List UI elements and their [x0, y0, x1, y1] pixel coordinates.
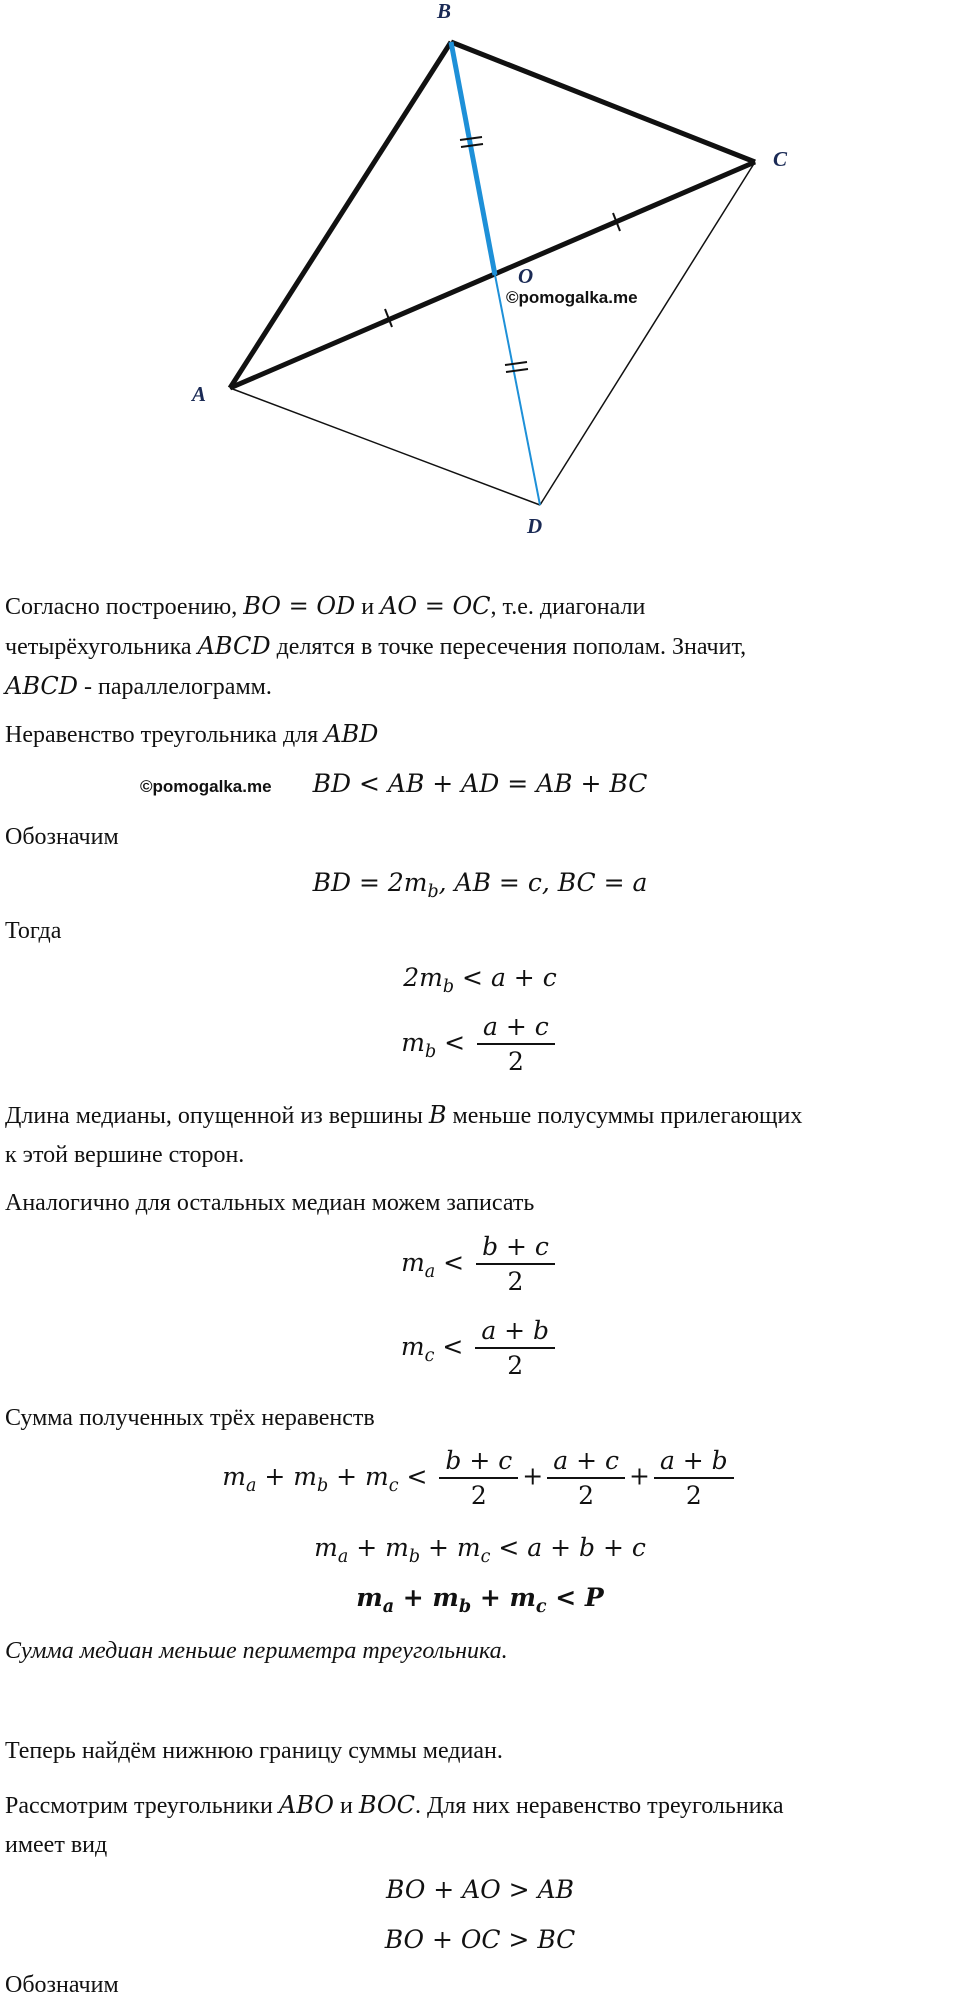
equation-text: $2m_b < a + c$	[403, 963, 557, 997]
text-run: к этой вершине сторон.	[5, 1142, 245, 1168]
vertex-label-d: D	[527, 514, 543, 538]
paragraph-consider-triangles	[5, 1786, 955, 1865]
text-run: четырёхугольника	[5, 634, 198, 660]
math-run: AO = OC	[380, 592, 491, 620]
paragraph-then	[5, 912, 955, 951]
fraction	[439, 1446, 518, 1510]
median-bo	[451, 42, 495, 275]
vertex-label-a: A	[192, 382, 207, 406]
fraction	[654, 1446, 734, 1510]
text-run: Рассмотрим треугольники	[5, 1793, 279, 1819]
fraction-numerator: b + c	[476, 1232, 555, 1265]
equation-mc	[0, 1316, 960, 1380]
side-ad	[230, 388, 540, 505]
equation-sum-fractions: $m_a + m_b + m_c$ < $\frac{b + c}{2}$ + $\frac{a + c}{2}$ + $\frac{a + b}{2}$	[0, 1446, 960, 1510]
text-run: Теперь найдём нижнюю границу суммы медиан.	[5, 1738, 503, 1764]
fraction-denominator: 2	[470, 1481, 487, 1510]
text-run: Обозначим	[5, 1972, 119, 1998]
fraction-numerator: a + b	[654, 1446, 734, 1479]
math-run: B	[428, 1101, 447, 1129]
paragraph-triangle-inequality	[5, 715, 955, 755]
tick-od-1	[505, 362, 527, 365]
tick-od-2	[506, 369, 528, 372]
text-run: Согласно построению,	[5, 594, 244, 620]
fraction-denominator: 2	[578, 1481, 595, 1510]
text-run: делятся в точке пересечения пополам. Значит,	[270, 634, 747, 660]
fraction	[477, 1012, 555, 1076]
fraction-denominator: 2	[507, 1267, 524, 1296]
text-run: и	[355, 594, 381, 620]
equation-bd-bound	[0, 769, 960, 798]
fraction	[475, 1316, 555, 1380]
text-run: , т.е. диагонали	[490, 594, 646, 620]
fraction-denominator: 2	[685, 1481, 702, 1510]
math-run: BO = OD	[243, 592, 356, 620]
paragraph-notation-2	[5, 1966, 955, 2005]
fraction-denominator: 2	[507, 1351, 524, 1380]
math-run: ABD	[324, 720, 379, 748]
equation-text: BO + AO > AB	[386, 1875, 574, 1904]
watermark-2: ©pomogalka.me	[140, 777, 272, 796]
paragraph-lower-bound	[5, 1732, 955, 1771]
equation-lhs: $m_a + m_b + m_c$ <	[222, 1461, 428, 1496]
fraction-denominator: 2	[507, 1047, 524, 1076]
side-ab	[230, 42, 451, 388]
equation-lhs: $m_c$ <	[400, 1331, 464, 1366]
math-run: ABCD	[5, 672, 79, 700]
math-run: BOC	[358, 1791, 415, 1819]
math-run: ABCD	[197, 632, 271, 660]
text-run: меньше полусуммы прилегающих	[446, 1103, 803, 1129]
text-run: Длина медианы, опущенной из вершины	[5, 1103, 429, 1129]
fraction-numerator: a + c	[477, 1012, 555, 1045]
paragraph-notation	[5, 818, 955, 857]
equation-text: $m_a + m_b + m_c < a + b + c$	[314, 1533, 646, 1567]
side-bc	[451, 42, 755, 162]
fraction-numerator: b + c	[439, 1446, 518, 1479]
equation-ma	[0, 1232, 960, 1296]
text-run: Сумма медиан меньше периметра треугольника.	[5, 1638, 508, 1664]
text-run: Обозначим	[5, 824, 119, 850]
side-dc	[540, 162, 755, 505]
equation-abo	[0, 1875, 960, 1904]
geometry-figure	[0, 0, 960, 545]
paragraph-median-length	[5, 1096, 955, 1175]
equation-text: BD = $2m_b$, AB = c, BC = a	[312, 868, 648, 902]
text-run: . Для них неравенство треугольника	[414, 1793, 784, 1819]
vertex-label-b: B	[437, 0, 452, 23]
paragraph-sum	[5, 1399, 955, 1438]
equation-2mb	[0, 963, 960, 997]
equation-lhs: $m_b$ <	[401, 1027, 466, 1062]
equation-boc	[0, 1925, 960, 1954]
equation-text: BD < AB + AD = AB + BC	[312, 769, 648, 798]
vertex-label-c: C	[773, 147, 788, 171]
text-run: Тогда	[5, 918, 62, 944]
fraction	[547, 1446, 625, 1510]
fraction-numerator: a + b	[475, 1316, 555, 1349]
text-run: - параллелограмм.	[78, 674, 272, 700]
segment-od	[495, 275, 540, 505]
text-run: Аналогично для остальных медиан можем записать	[5, 1190, 535, 1216]
watermark: ©pomogalka.me	[506, 288, 638, 307]
math-run: ABO	[278, 1791, 334, 1819]
text-run: Сумма полученных трёх неравенств	[5, 1405, 375, 1431]
text-run: и	[333, 1793, 359, 1819]
vertex-label-o: O	[518, 264, 534, 288]
equation-sum-perimeter-expanded	[0, 1533, 960, 1567]
equation-notation	[0, 868, 960, 902]
equation-mb	[0, 1012, 960, 1076]
quadrilateral-diagram	[0, 0, 960, 545]
equation-text: $m_a + m_b + m_c < P$	[356, 1583, 604, 1617]
paragraph-conclusion	[5, 1632, 955, 1671]
text-run: имеет вид	[5, 1832, 108, 1858]
equation-text: BO + OC > BC	[384, 1925, 576, 1954]
fraction-numerator: a + c	[547, 1446, 625, 1479]
equation-sum-perimeter	[0, 1583, 960, 1617]
text-run: Неравенство треугольника для	[5, 722, 325, 748]
fraction	[476, 1232, 555, 1296]
paragraph-construction	[5, 587, 955, 707]
paragraph-similarly	[5, 1184, 955, 1223]
equation-lhs: $m_a$ <	[401, 1247, 465, 1282]
